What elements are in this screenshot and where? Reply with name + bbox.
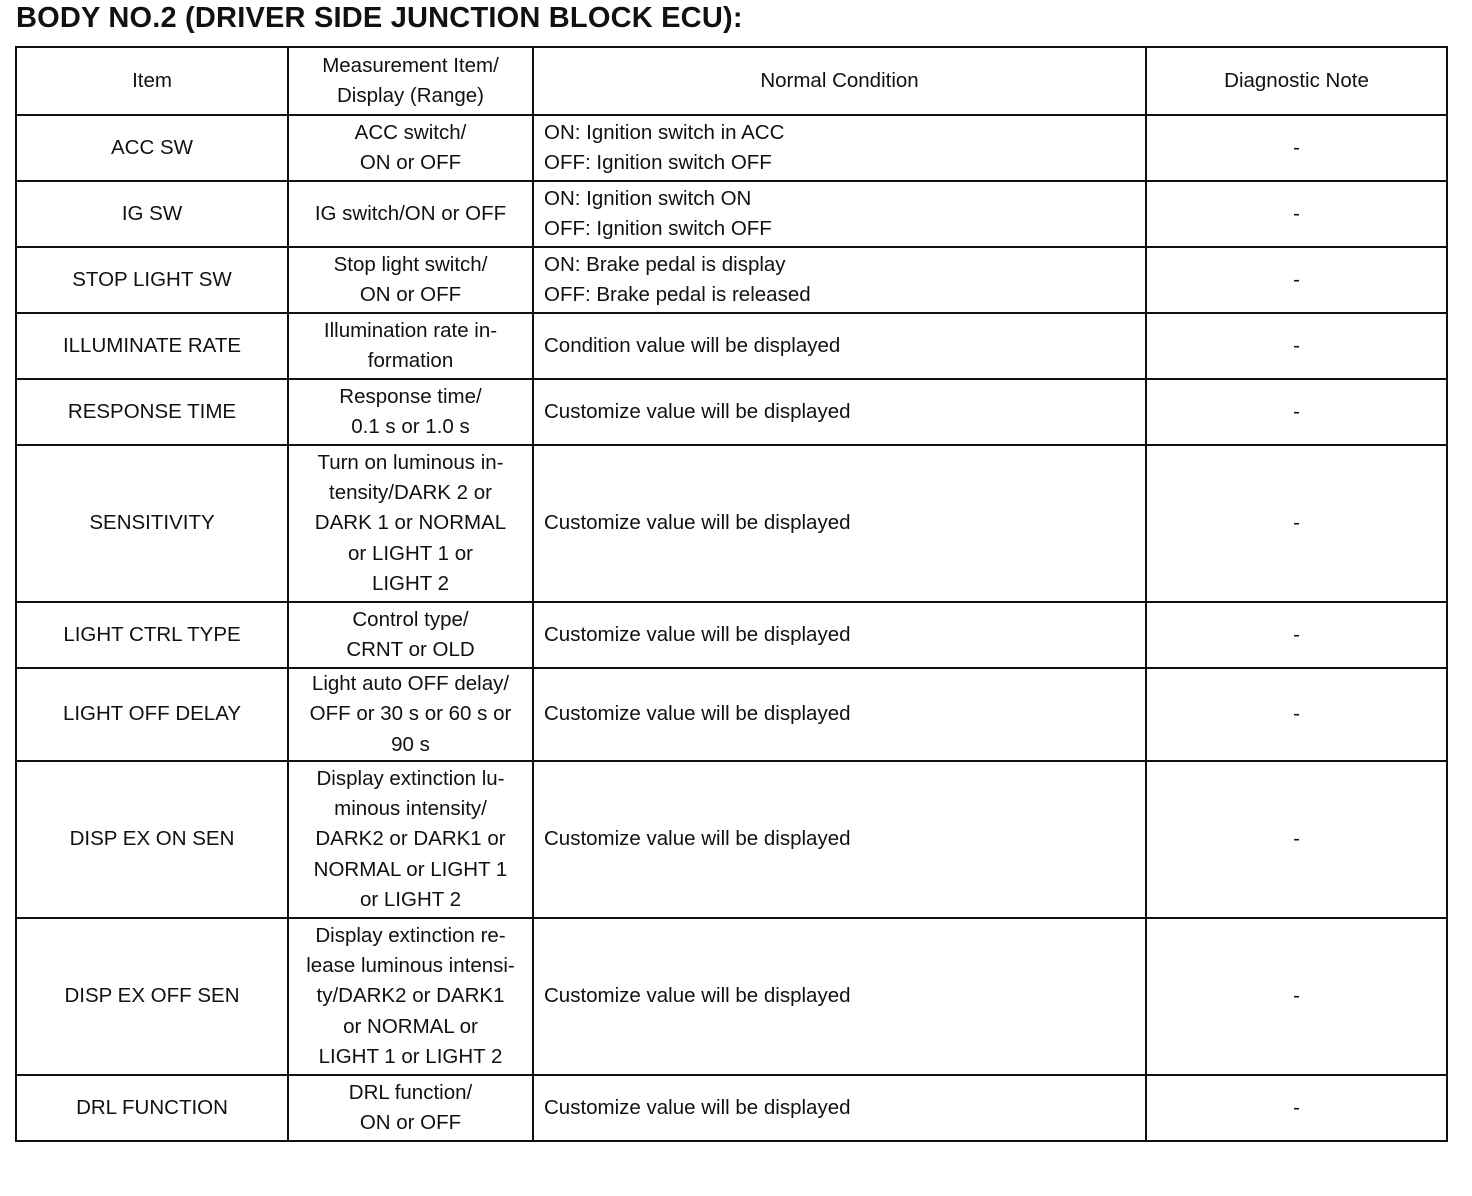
table-row — [16, 602, 1447, 668]
condition-cell: Customize value will be displayed — [533, 602, 1146, 668]
measurement-cell: DRL function/ ON or OFF — [288, 1075, 533, 1141]
table-row — [16, 668, 1447, 761]
table-row — [16, 1075, 1447, 1141]
note-cell: - — [1146, 761, 1447, 918]
condition-cell: ON: Ignition switch in ACC OFF: Ignition switch OFF — [533, 115, 1146, 181]
measurement-cell: Illumination rate in- formation — [288, 313, 533, 379]
condition-cell: ON: Ignition switch ON OFF: Ignition switch OFF — [533, 181, 1146, 247]
header-normal-condition: Normal Condition — [533, 47, 1146, 115]
table-row — [16, 115, 1447, 181]
table-row — [16, 445, 1447, 602]
note-cell: - — [1146, 918, 1447, 1075]
measurement-cell: Control type/ CRNT or OLD — [288, 602, 533, 668]
condition-cell: Customize value will be displayed — [533, 761, 1146, 918]
item-cell: IG SW — [16, 181, 288, 247]
measurement-cell: Stop light switch/ ON or OFF — [288, 247, 533, 313]
item-cell: DRL FUNCTION — [16, 1075, 288, 1141]
data-list-table — [15, 46, 1448, 1142]
condition-cell: Customize value will be displayed — [533, 379, 1146, 445]
measurement-cell: Response time/ 0.1 s or 1.0 s — [288, 379, 533, 445]
table-row — [16, 247, 1447, 313]
table-header-row — [16, 47, 1447, 115]
page-title: BODY NO.2 (DRIVER SIDE JUNCTION BLOCK ECU): — [16, 2, 743, 34]
condition-cell: Condition value will be displayed — [533, 313, 1146, 379]
note-cell: - — [1146, 602, 1447, 668]
note-cell: - — [1146, 181, 1447, 247]
item-cell: LIGHT OFF DELAY — [16, 668, 288, 761]
note-cell: - — [1146, 668, 1447, 761]
item-cell: RESPONSE TIME — [16, 379, 288, 445]
item-cell: ILLUMINATE RATE — [16, 313, 288, 379]
condition-cell: Customize value will be displayed — [533, 1075, 1146, 1141]
condition-cell: Customize value will be displayed — [533, 668, 1146, 761]
table-row — [16, 379, 1447, 445]
measurement-cell: Turn on luminous in- tensity/DARK 2 or DARK 1 or NORMAL or LIGHT 1 or LIGHT 2 — [288, 445, 533, 602]
note-cell: - — [1146, 445, 1447, 602]
note-cell: - — [1146, 379, 1447, 445]
note-cell: - — [1146, 247, 1447, 313]
table-row — [16, 313, 1447, 379]
item-cell: ACC SW — [16, 115, 288, 181]
measurement-cell: IG switch/ON or OFF — [288, 181, 533, 247]
item-cell: LIGHT CTRL TYPE — [16, 602, 288, 668]
item-cell: SENSITIVITY — [16, 445, 288, 602]
header-item: Item — [16, 47, 288, 115]
table-row — [16, 918, 1447, 1075]
header-diagnostic-note: Diagnostic Note — [1146, 47, 1447, 115]
table-row — [16, 181, 1447, 247]
condition-cell: Customize value will be displayed — [533, 445, 1146, 602]
item-cell: DISP EX ON SEN — [16, 761, 288, 918]
condition-cell: Customize value will be displayed — [533, 918, 1146, 1075]
item-cell: DISP EX OFF SEN — [16, 918, 288, 1075]
measurement-cell: Display extinction re- lease luminous intensi- ty/DARK2 or DARK1 or NORMAL or LIGHT 1 or LIGHT 2 — [288, 918, 533, 1075]
condition-cell: ON: Brake pedal is display OFF: Brake pedal is released — [533, 247, 1146, 313]
measurement-cell: ACC switch/ ON or OFF — [288, 115, 533, 181]
item-cell: STOP LIGHT SW — [16, 247, 288, 313]
header-measurement-item: Measurement Item/ Display (Range) — [288, 47, 533, 115]
measurement-cell: Light auto OFF delay/ OFF or 30 s or 60 s or 90 s — [288, 668, 533, 761]
table-row — [16, 761, 1447, 918]
note-cell: - — [1146, 1075, 1447, 1141]
note-cell: - — [1146, 313, 1447, 379]
note-cell: - — [1146, 115, 1447, 181]
measurement-cell: Display extinction lu- minous intensity/ DARK2 or DARK1 or NORMAL or LIGHT 1 or LIGHT 2 — [288, 761, 533, 918]
